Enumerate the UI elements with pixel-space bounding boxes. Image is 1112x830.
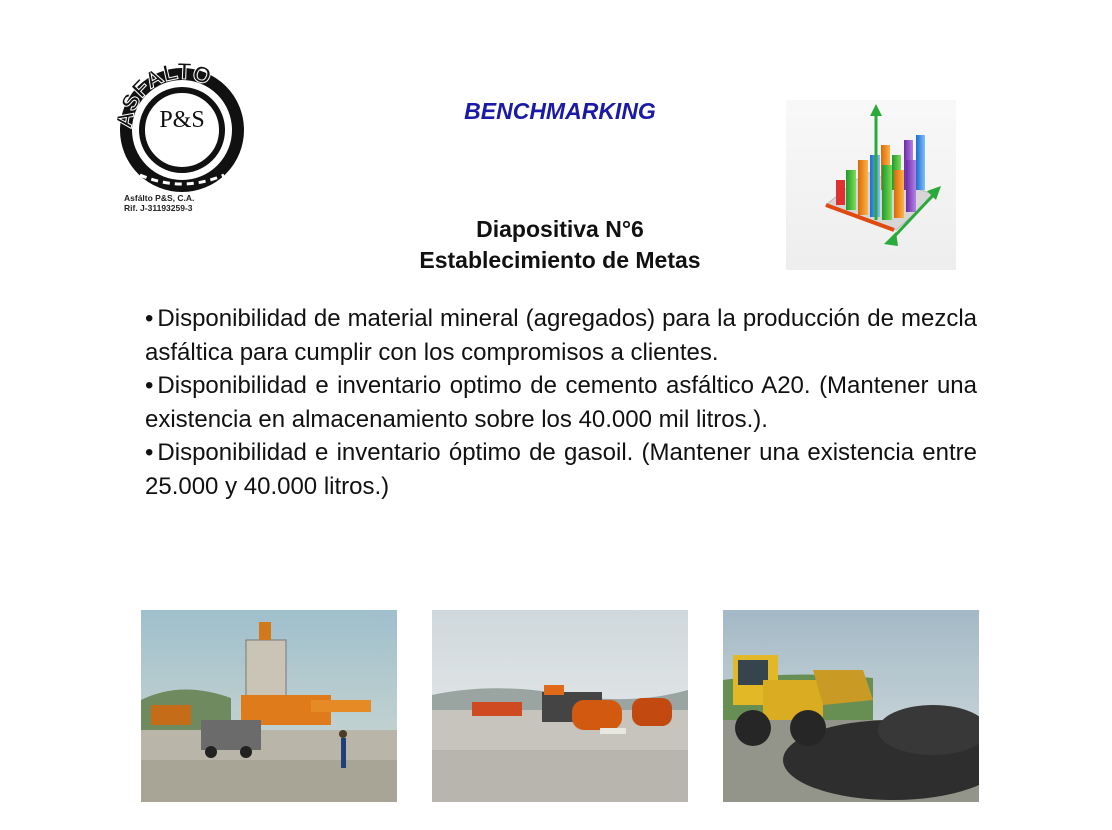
slide-title-line1: Diapositiva N°6 bbox=[476, 216, 644, 242]
bar-chart-icon bbox=[786, 100, 956, 270]
bullet-item bbox=[145, 369, 977, 436]
bullet-text: Disponibilidad e inventario óptimo de gasoil. (Mantener una existencia entre 25.000 y 40.000 litros.) bbox=[145, 439, 977, 500]
company-logo bbox=[110, 55, 250, 215]
logo-caption-rif: Rif. J-31193259-3 bbox=[124, 203, 193, 213]
logo-caption-name: Asfálto P&S, C.A. bbox=[124, 193, 195, 203]
section-heading: BENCHMARKING bbox=[464, 98, 656, 124]
logo-initials: P&S bbox=[159, 107, 205, 133]
asphalt-plant-photo bbox=[141, 610, 397, 802]
slide-title bbox=[360, 214, 760, 276]
asphalt-tanks-photo bbox=[432, 610, 688, 802]
bullet-item bbox=[145, 302, 977, 369]
bullet-dot: • bbox=[145, 439, 154, 466]
bullet-list bbox=[145, 302, 977, 503]
bullet-item bbox=[145, 436, 977, 503]
wheel-loader-photo bbox=[723, 610, 979, 802]
bullet-text: Disponibilidad e inventario optimo de cemento asfáltico A20. (Mantener una existencia en almacenamiento sobre los 40.000 mil litros.). bbox=[145, 372, 977, 433]
bullet-text: Disponibilidad de material mineral (agregados) para la producción de mezcla asfáltica para cumplir con los compromisos a clientes. bbox=[145, 305, 977, 366]
slide-title-line2: Establecimiento de Metas bbox=[419, 247, 701, 273]
logo-arc-text: ASFALTO bbox=[110, 57, 215, 130]
bullet-dot: • bbox=[145, 372, 154, 399]
bullet-dot: • bbox=[145, 305, 154, 332]
